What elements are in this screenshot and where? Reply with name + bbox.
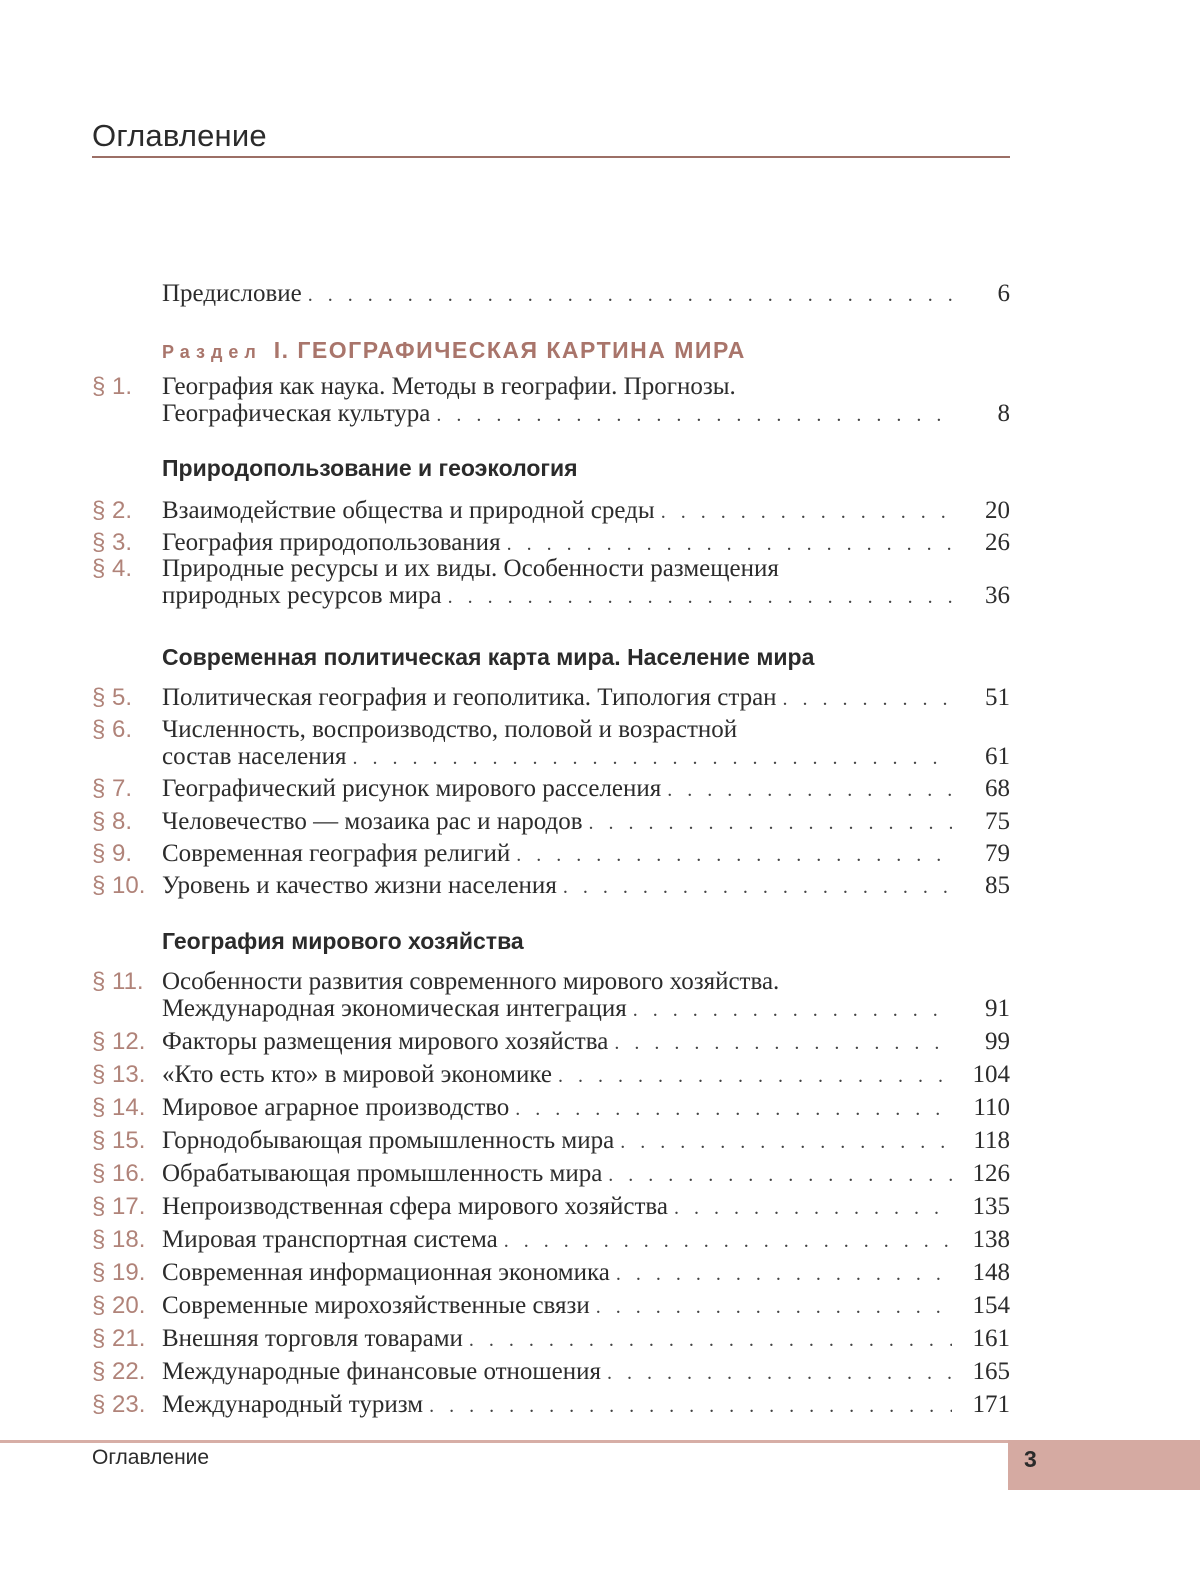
toc-entry-title: состав населения (162, 743, 347, 770)
paragraph-number: § 14. (92, 1094, 146, 1121)
paragraph-number: § 19. (92, 1259, 146, 1286)
toc-page-number: 6 (997, 280, 1010, 307)
toc-page-number: 104 (972, 1061, 1010, 1088)
toc-page-number: 68 (985, 775, 1010, 802)
toc-entry-title: Международная экономическая интеграция (162, 995, 627, 1022)
toc-entry-title: Факторы размещения мирового хозяйства (162, 1028, 609, 1055)
toc-entry-p1-line1[interactable] (162, 372, 1010, 402)
dot-leader (515, 1094, 952, 1124)
toc-entry-p6-line1[interactable] (162, 715, 1010, 745)
dot-leader (783, 684, 952, 714)
toc-entry-p22[interactable] (162, 1357, 1010, 1387)
dot-leader (589, 808, 952, 838)
paragraph-number: § 18. (92, 1226, 146, 1253)
paragraph-number: § 22. (92, 1358, 146, 1385)
paragraph-number: § 10. (92, 872, 146, 899)
toc-page-number: 61 (985, 743, 1010, 770)
toc-page-number: 126 (972, 1160, 1010, 1187)
dot-leader (608, 1160, 952, 1190)
paragraph-number: § 16. (92, 1160, 146, 1187)
toc-entry-title: Международный туризм (162, 1391, 424, 1418)
toc-entry-p19[interactable] (162, 1258, 1010, 1288)
toc-entry-title: Мировое аграрное производство (162, 1094, 510, 1121)
dot-leader (516, 840, 952, 870)
toc-entry-p20[interactable] (162, 1291, 1010, 1321)
toc-entry-title: Географический рисунок мирового расселения (162, 775, 662, 802)
toc-entry-title: Предисловие (162, 280, 302, 307)
toc-entry-p16[interactable] (162, 1159, 1010, 1189)
toc-entry-p11-line1[interactable] (162, 967, 1010, 997)
toc-entry-p10[interactable] (162, 871, 1010, 901)
toc-entry-p12[interactable] (162, 1027, 1010, 1057)
toc-entry-p15[interactable] (162, 1126, 1010, 1156)
paragraph-number: § 12. (92, 1028, 146, 1055)
dot-leader (504, 1226, 952, 1256)
toc-entry-title: Географическая культура (162, 400, 431, 427)
toc-page-number: 165 (972, 1358, 1010, 1385)
toc-page-number: 91 (985, 995, 1010, 1022)
toc-page-number: 8 (997, 400, 1010, 427)
dot-leader (620, 1127, 952, 1157)
toc-entry-title: Взаимодействие общества и природной среды (162, 497, 655, 524)
paragraph-number: § 15. (92, 1127, 146, 1154)
dot-leader (353, 743, 953, 773)
paragraph-number: § 23. (92, 1391, 146, 1418)
toc-page-number: 26 (985, 529, 1010, 556)
dot-leader (616, 1259, 952, 1289)
toc-entry-title: География природопользования (162, 529, 501, 556)
dot-leader (596, 1292, 952, 1322)
toc-entry-p23[interactable] (162, 1390, 1010, 1420)
paragraph-number: § 1. (92, 373, 133, 400)
toc-entry-title: природных ресурсов мира (162, 582, 442, 609)
paragraph-number: § 7. (92, 775, 133, 802)
toc-entry-title: Уровень и качество жизни населения (162, 872, 557, 899)
dot-leader (607, 1358, 952, 1388)
dot-leader (436, 400, 952, 430)
page-number: 3 (1024, 1446, 1037, 1472)
toc-entry-p11[interactable] (162, 994, 1010, 1024)
page-number-tab (1008, 1440, 1200, 1490)
toc-entry-title: Человечество — мозаика рас и народов (162, 808, 583, 835)
paragraph-number: § 5. (92, 684, 133, 711)
title-divider (92, 156, 1010, 158)
dot-leader (563, 872, 952, 902)
dot-leader (674, 1193, 952, 1223)
section-heading: Природопользование и геоэкология (162, 455, 578, 481)
footer-running-title: Оглавление (92, 1446, 210, 1469)
toc-page-number: 75 (985, 808, 1010, 835)
toc-entry-title: Современная география религий (162, 840, 511, 867)
dot-leader (614, 1028, 952, 1058)
toc-entry-p17[interactable] (162, 1192, 1010, 1222)
dot-leader (558, 1061, 952, 1091)
toc-entry-p4[interactable] (162, 581, 1010, 611)
dot-leader (469, 1325, 952, 1355)
toc-entry-p6[interactable] (162, 742, 1010, 772)
toc-entry-title: Обрабатывающая промышленность мира (162, 1160, 603, 1187)
dot-leader (448, 582, 952, 612)
part-title: I. ГЕОГРАФИЧЕСКАЯ КАРТИНА МИРА (273, 337, 746, 363)
paragraph-number: § 8. (92, 808, 133, 835)
toc-entry-title: География как наука. Методы в географии. Прогнозы. (162, 373, 736, 400)
paragraph-number: § 13. (92, 1061, 146, 1088)
toc-page-number: 138 (972, 1226, 1010, 1253)
toc-page-number: 171 (972, 1391, 1010, 1418)
toc-entry-title: Особенности развития современного мирового хозяйства. (162, 968, 780, 995)
part-prefix: Раздел (162, 342, 262, 362)
toc-entry-title: Политическая география и геополитика. Типология стран (162, 684, 777, 711)
section-heading: Современная политическая карта мира. Население мира (162, 644, 815, 670)
toc-page-number: 79 (985, 840, 1010, 867)
toc-page-number: 51 (985, 684, 1010, 711)
toc-entry-title: Внешняя торговля товарами (162, 1325, 463, 1352)
paragraph-number: § 17. (92, 1193, 146, 1220)
toc-entry-title: Непроизводственная сфера мирового хозяйства (162, 1193, 668, 1220)
paragraph-number: § 4. (92, 555, 133, 582)
dot-leader (308, 280, 952, 310)
paragraph-number: § 6. (92, 716, 133, 743)
toc-entry-title: Природные ресурсы и их виды. Особенности размещения (162, 555, 779, 582)
toc-page-number: 99 (985, 1028, 1010, 1055)
toc-page-number: 148 (972, 1259, 1010, 1286)
page-title: Оглавление (92, 118, 267, 153)
part-heading (162, 334, 746, 366)
paragraph-number: § 9. (92, 840, 133, 867)
toc-entry-p14[interactable] (162, 1093, 1010, 1123)
toc-entry-title: Современная информационная экономика (162, 1259, 610, 1286)
toc-entry-p18[interactable] (162, 1225, 1010, 1255)
toc-page-number: 135 (972, 1193, 1010, 1220)
toc-entry-title: Горнодобывающая промышленность мира (162, 1127, 615, 1154)
toc-entry-p2[interactable] (162, 496, 1010, 526)
paragraph-number: § 3. (92, 529, 133, 556)
toc-entry-p5[interactable] (162, 683, 1010, 713)
dot-leader (633, 995, 952, 1025)
paragraph-number: § 20. (92, 1292, 146, 1319)
toc-entry-title: Численность, воспроизводство, половой и возрастной (162, 716, 738, 743)
toc-entry-p4-line1[interactable] (162, 554, 1010, 584)
toc-page-number: 36 (985, 582, 1010, 609)
toc-entry-p13[interactable] (162, 1060, 1010, 1090)
toc-entry-title: «Кто есть кто» в мировой экономике (162, 1061, 552, 1088)
dot-leader (667, 775, 952, 805)
dot-leader (429, 1391, 952, 1421)
paragraph-number: § 2. (92, 497, 133, 524)
toc-entry-preface[interactable] (162, 279, 1010, 309)
toc-page-number: 20 (985, 497, 1010, 524)
toc-page-number: 118 (973, 1127, 1010, 1154)
toc-entry-p7[interactable] (162, 774, 1010, 804)
toc-page-number: 161 (972, 1325, 1010, 1352)
toc-entry-p1[interactable] (162, 399, 1010, 429)
dot-leader (661, 497, 952, 527)
toc-page-number: 110 (973, 1094, 1010, 1121)
paragraph-number: § 11. (92, 968, 144, 995)
toc-page-number: 85 (985, 872, 1010, 899)
toc-entry-p9[interactable] (162, 839, 1010, 869)
toc-entry-title: Мировая транспортная система (162, 1226, 498, 1253)
toc-page-number: 154 (972, 1292, 1010, 1319)
toc-entry-p21[interactable] (162, 1324, 1010, 1354)
section-heading: География мирового хозяйства (162, 928, 524, 954)
toc-entry-title: Международные финансовые отношения (162, 1358, 602, 1385)
paragraph-number: § 21. (92, 1325, 146, 1352)
toc-entry-title: Современные мирохозяйственные связи (162, 1292, 590, 1319)
toc-entry-p8[interactable] (162, 807, 1010, 837)
